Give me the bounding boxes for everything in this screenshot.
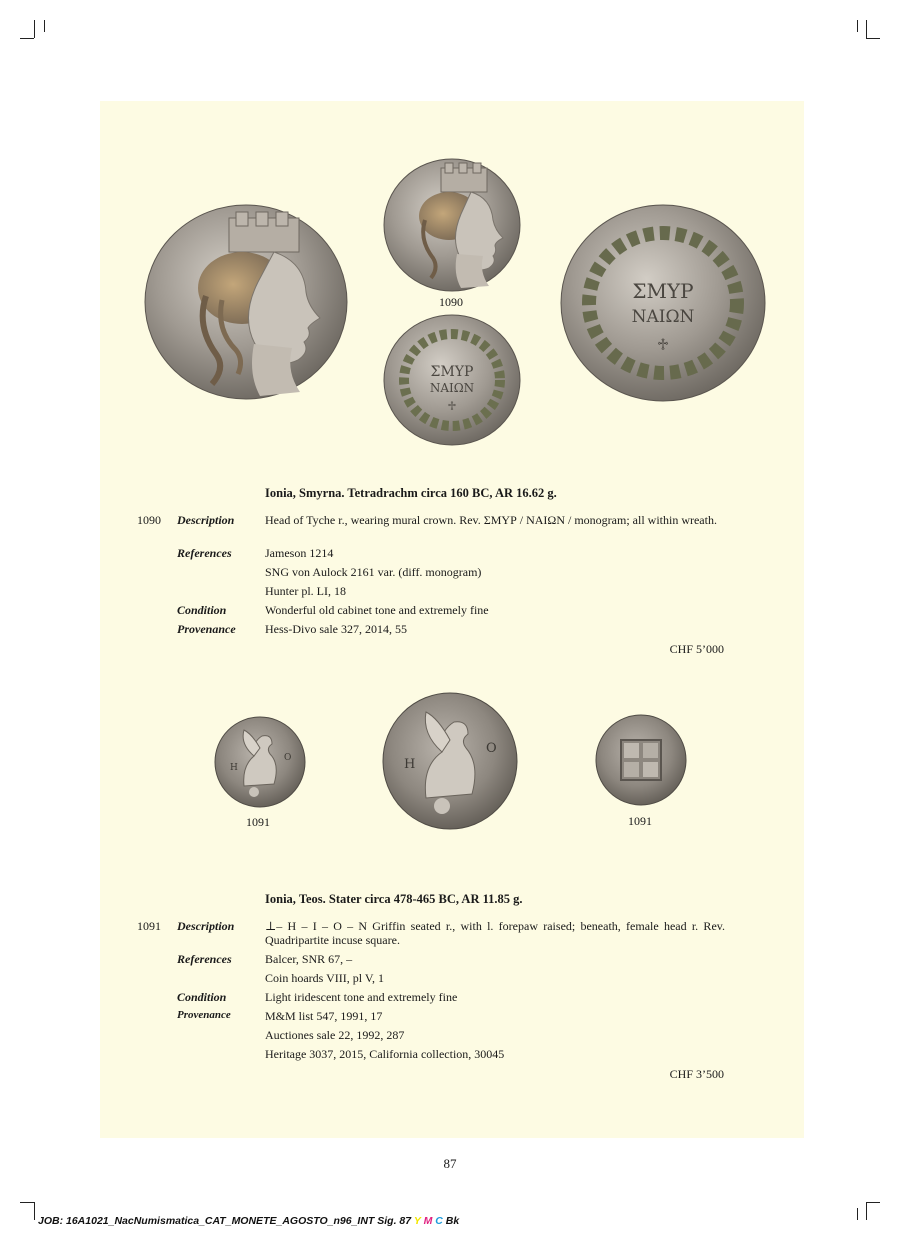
condition-value: Light iridescent tone and extremely fine — [265, 990, 458, 1004]
lot-number: 1091 — [137, 919, 161, 933]
svg-text:ΝΑΙΩΝ: ΝΑΙΩΝ — [429, 381, 475, 395]
coin-1091-obverse-small — [214, 716, 306, 808]
crop-mark — [44, 20, 45, 32]
reference-item: Balcer, SNR 67, – — [265, 952, 353, 966]
description-label: Description — [177, 919, 235, 933]
lot-title: Ionia, Smyrna. Tetradrachm circa 160 BC, AR 16.62 g. — [265, 486, 557, 500]
lot-price: CHF 3’500 — [669, 1067, 724, 1081]
coin-1090-obverse-large — [144, 204, 348, 400]
svg-text:H: H — [404, 757, 416, 772]
reference-item: Hunter pl. LI, 18 — [265, 584, 346, 598]
provenance-item: Auctiones sale 22, 1992, 287 — [265, 1028, 405, 1042]
provenance-label: Provenance — [177, 622, 236, 636]
lot-price: CHF 5’000 — [669, 642, 724, 656]
page-number: 87 — [443, 1156, 457, 1171]
lot-title: Ionia, Teos. Stater circa 478-465 BC, AR 11.85 g. — [265, 892, 523, 906]
provenance-item: Heritage 3037, 2015, California collection, 30045 — [265, 1047, 505, 1061]
svg-text:ΣΜΥΡ: ΣΜΥΡ — [632, 279, 694, 303]
reference-item: SNG von Aulock 2161 var. (diff. monogram) — [265, 565, 482, 579]
provenance-item: M&M list 547, 1991, 17 — [265, 1009, 383, 1023]
crop-mark — [20, 1202, 34, 1203]
coin-1091-reverse-small — [595, 714, 687, 806]
crop-mark — [866, 38, 880, 39]
condition-value: Wonderful old cabinet tone and extremely fine — [265, 603, 489, 617]
reference-item: Jameson 1214 — [265, 546, 334, 560]
job-label: JOB: 16A1021_NacNumismatica_CAT_MONETE_AGOSTO_n96_INT Sig. 87 — [38, 1215, 412, 1227]
references-label: References — [177, 952, 232, 966]
svg-text:H: H — [230, 763, 238, 773]
svg-text:♱: ♱ — [656, 335, 670, 354]
references-label: References — [177, 546, 232, 560]
coin-image-label: 1091 — [246, 815, 270, 829]
coin-image-label: 1091 — [628, 814, 652, 828]
svg-text:♱: ♱ — [447, 399, 457, 413]
description-label: Description — [177, 513, 235, 527]
provenance-label: Provenance — [177, 1009, 231, 1021]
crop-mark — [34, 20, 35, 38]
coin-1091-obverse-large — [382, 692, 518, 830]
crop-mark — [34, 1202, 35, 1220]
condition-label: Condition — [177, 603, 227, 617]
svg-text:O: O — [486, 741, 497, 756]
provenance-item: Hess-Divo sale 327, 2014, 55 — [265, 622, 407, 636]
crop-mark — [866, 1202, 880, 1203]
crop-mark — [857, 1208, 858, 1220]
description-value: ⊥– H – I – O – N Griffin seated r., with l. forepaw raised; beneath, female head r. Rev. Quadripartite incuse square. — [265, 919, 725, 947]
coin-1090-reverse-large — [560, 204, 766, 402]
color-m-label: M — [423, 1215, 433, 1227]
color-bk-label: Bk — [445, 1215, 460, 1227]
svg-text:ΣΜΥΡ: ΣΜΥΡ — [430, 364, 474, 380]
color-y-label: Y — [413, 1215, 421, 1227]
description-value: Head of Tyche r., wearing mural crown. Rev. ΣΜΥΡ / ΝΑΙΩΝ / monogram; all within wreath. — [265, 513, 717, 527]
crop-mark — [866, 20, 867, 38]
coin-1090-reverse-small — [383, 314, 521, 446]
print-job-footer — [38, 1215, 459, 1227]
coin-image-label: 1090 — [439, 295, 463, 309]
color-c-label: C — [435, 1215, 443, 1227]
condition-label: Condition — [177, 990, 227, 1004]
svg-text:ΝΑΙΩΝ: ΝΑΙΩΝ — [631, 307, 695, 327]
svg-text:O: O — [284, 753, 292, 763]
crop-mark — [857, 20, 858, 32]
coin-1090-obverse-small — [383, 158, 521, 292]
crop-mark — [866, 1202, 867, 1220]
crop-mark — [20, 38, 34, 39]
lot-number: 1090 — [137, 513, 161, 527]
reference-item: Coin hoards VIII, pl V, 1 — [265, 971, 385, 985]
